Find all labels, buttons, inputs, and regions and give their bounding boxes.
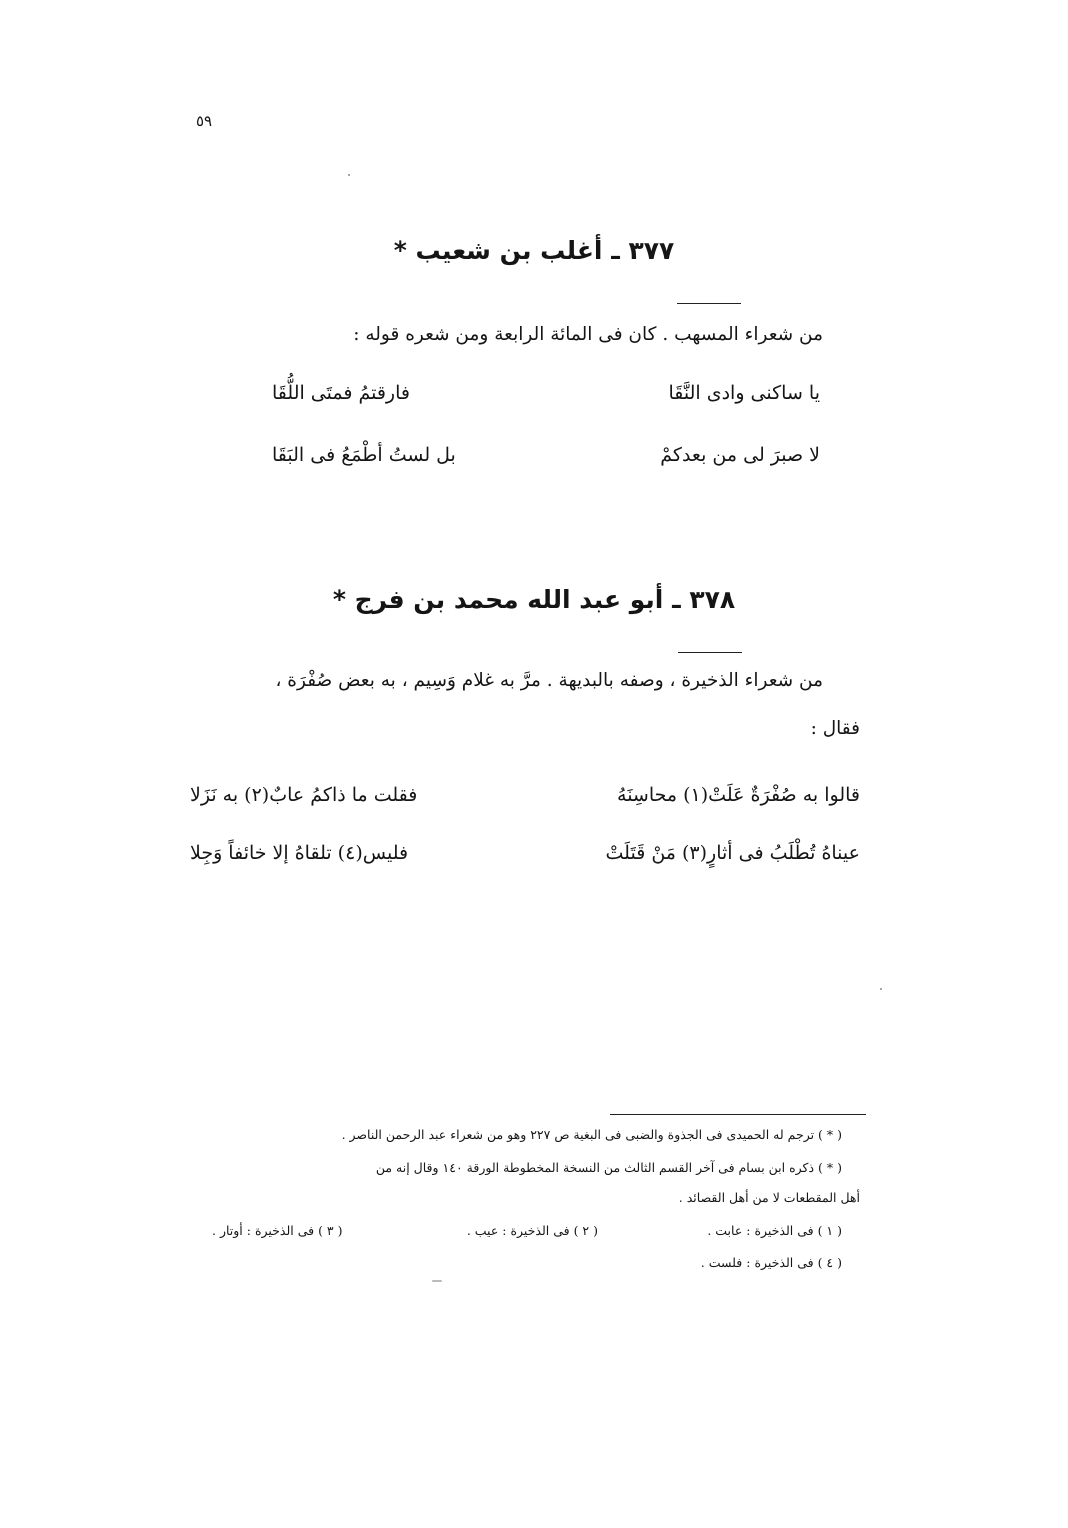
- entry-377-title-rule: [677, 303, 741, 304]
- scan-speck: [432, 1280, 442, 1282]
- footnote-2-line-1: ( * ) ذكره ابن بسام فى آخر القسم الثالث من النسخة المخطوطة الورقة ١٤٠ وقال إنه من: [375, 1160, 842, 1175]
- entry-378-verse-1: [190, 784, 860, 814]
- verse-first-hemistich: يا ساكنى وادى النَّقَا: [668, 382, 820, 404]
- verse-first-hemistich: قالوا به صُفْرَةٌ عَلَتْ(١) محاسِنَهُ: [617, 784, 860, 806]
- entry-378-intro-line-2: فقال :: [810, 718, 860, 739]
- verse-second-hemistich: فارقتمُ فمتَى اللُّقَا: [272, 382, 410, 404]
- entry-378-title-rule: [678, 652, 742, 653]
- entry-377-title: ٣٧٧ ـ أغلب بن شعيب *: [393, 236, 675, 265]
- entry-378-title: ٣٧٨ ـ أبو عبد الله محمد بن فرج *: [332, 585, 736, 614]
- scan-speck: [348, 174, 350, 176]
- verse-second-hemistich: بل لستُ أطْمَعُ فى البَقَا: [272, 444, 456, 466]
- scan-speck: [880, 988, 882, 990]
- footnote-1: ( * ) ترجم له الحميدى فى الجذوة والضبى فى البغية ص ٢٢٧ وهو من شعراء عبد الرحمن الناصر .: [341, 1127, 842, 1142]
- verse-first-hemistich: لا صبرَ لى من بعدكمْ: [660, 444, 820, 466]
- entry-378-intro-line-1: من شعراء الذخيرة ، وصفه بالبديهة . مرَّ به غلام وَسِيم ، به بعض صُفْرَة ،: [275, 670, 823, 691]
- variant-note-1: ( ١ ) فى الذخيرة : عابت .: [707, 1223, 842, 1238]
- footnote-separator: [610, 1114, 866, 1115]
- entry-377-verse-1: [260, 382, 820, 412]
- page-number: ٥٩: [196, 112, 213, 130]
- entry-377-verse-2: [260, 444, 820, 474]
- verse-second-hemistich: فقلت ما ذاكمُ عابٌ(٢) به نَزَلا: [190, 784, 418, 806]
- verse-first-hemistich: عيناهُ تُطْلَبُ فى أثارٍ(٣) مَنْ قَتَلَتْ: [605, 842, 860, 864]
- entry-377-intro: من شعراء المسهب . كان فى المائة الرابعة ومن شعره قوله :: [353, 324, 823, 345]
- variant-note-2: ( ٢ ) فى الذخيرة : عيب .: [466, 1223, 598, 1238]
- entry-378-verse-2: [190, 842, 860, 872]
- variant-note-4: ( ٤ ) فى الذخيرة : فلست .: [700, 1255, 842, 1270]
- variant-note-3: ( ٣ ) فى الذخيرة : أوتار .: [212, 1223, 343, 1238]
- verse-second-hemistich: فليس(٤) تلقاهُ إلا خائفاً وَجِلا: [190, 842, 409, 864]
- footnote-2-line-2: أهل المقطعات لا من أهل القصائد .: [678, 1190, 860, 1205]
